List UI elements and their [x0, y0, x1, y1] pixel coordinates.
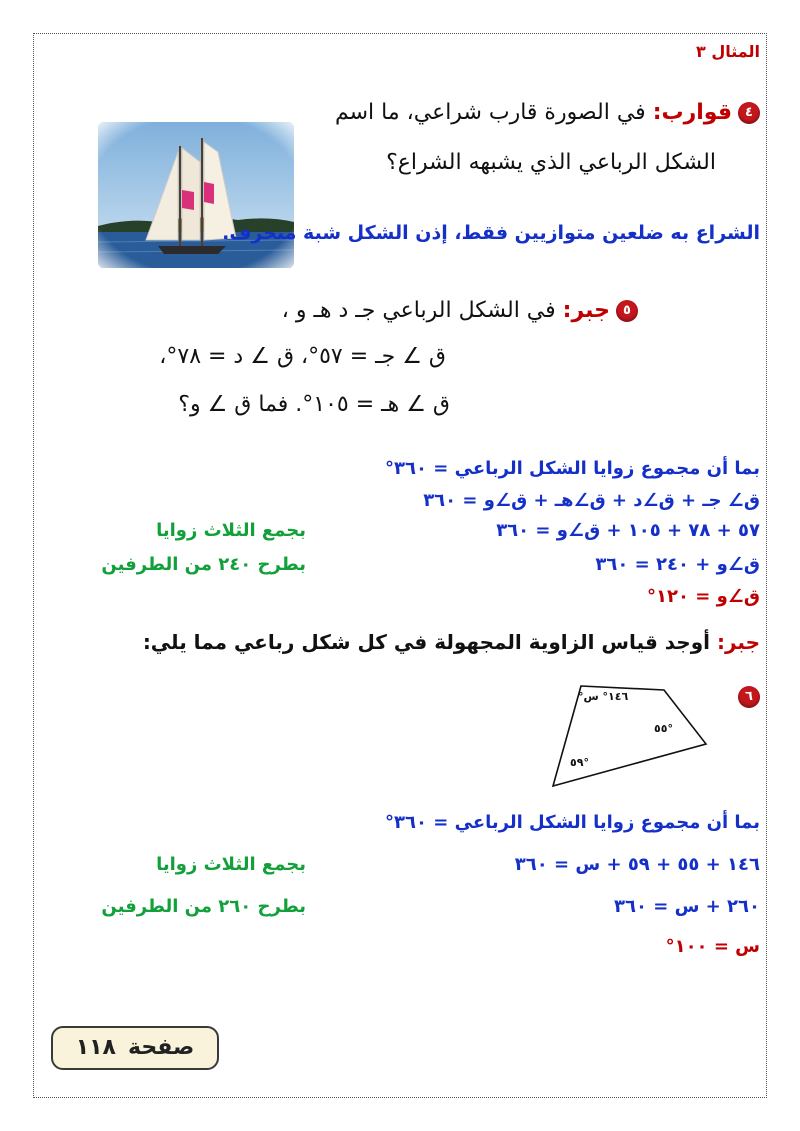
- q5-text-line2: ق ∠ جـ = ٥٧°، ق ∠ د = ٧٨°،: [159, 344, 446, 369]
- q4-topic: قوارب:: [652, 100, 732, 125]
- q6-solution-line2: ١٤٦ + ٥٥ + ٥٩ + س = ٣٦٠: [514, 854, 760, 875]
- q4-answer: الشراع به ضلعين متوازيين فقط، إذن الشكل شبة منحرف.: [222, 222, 760, 244]
- page-number: ١١٨: [75, 1035, 116, 1060]
- page-number-box: [51, 1026, 219, 1070]
- q5-line1: [282, 298, 638, 323]
- q4-number-badge: ٤: [738, 102, 760, 124]
- q6-solution-result: س = ١٠٠°: [665, 936, 760, 957]
- q6-badge-wrap: [732, 683, 760, 708]
- q6-solution-note2: بطرح ٢٦٠ من الطرفين: [101, 896, 306, 917]
- q6-solution-note1: بجمع الثلاث زوايا: [156, 854, 306, 875]
- q5-solution-line1: بما أن مجموع زوايا الشكل الرباعي = ٣٦٠°: [385, 458, 760, 479]
- q5-text-line1: في الشكل الرباعي جـ د هـ و ،: [281, 298, 556, 323]
- section6-instruction: أوجد قياس الزاوية المجهولة في كل شكل رباعي مما يلي:: [142, 630, 710, 654]
- q6-solution-line1: بما أن مجموع زوايا الشكل الرباعي = ٣٦٠°: [385, 812, 760, 833]
- q5-solution-line2: ق∠ جـ + ق∠د + ق∠هـ + ق∠و = ٣٦٠: [423, 490, 760, 511]
- q4-text-line1: في الصورة قارب شراعي، ما اسم: [334, 100, 646, 125]
- q4-line1: [335, 100, 760, 125]
- sailboat-photo: [98, 122, 294, 268]
- q6-solution-line3: ٢٦٠ + س = ٣٦٠: [613, 896, 760, 917]
- q5-text-line3: ق ∠ هـ = ١٠٥°. فما ق ∠ و؟: [178, 392, 450, 417]
- q5-number-badge: ٥: [616, 300, 638, 322]
- q5-solution-note1: بجمع الثلاث زوايا: [156, 520, 306, 541]
- q5-solution-line3: ٥٧ + ٧٨ + ١٠٥ + ق∠و = ٣٦٠: [496, 520, 760, 541]
- quadrilateral-figure: [548, 680, 718, 792]
- angle-label-top: ١٤٦° س°: [578, 690, 629, 703]
- angle-label-bottom: ٥٩°: [570, 756, 589, 769]
- q4-text-line2: الشكل الرباعي الذي يشبهه الشراع؟: [386, 150, 716, 175]
- example-label: المثال ٣: [696, 42, 760, 61]
- q5-solution-result: ق∠و = ١٢٠°: [646, 586, 760, 607]
- page-word: صفحة: [128, 1035, 195, 1060]
- section6-heading: [143, 630, 760, 654]
- q5-solution-line4: ق∠و + ٢٤٠ = ٣٦٠: [595, 554, 760, 575]
- q5-solution-note2: بطرح ٢٤٠ من الطرفين: [101, 554, 306, 575]
- q5-topic: جبر:: [562, 298, 610, 323]
- section6-topic: جبر:: [716, 630, 760, 654]
- q6-number-badge: ٦: [738, 686, 760, 708]
- angle-label-right: ٥٥°: [654, 722, 673, 735]
